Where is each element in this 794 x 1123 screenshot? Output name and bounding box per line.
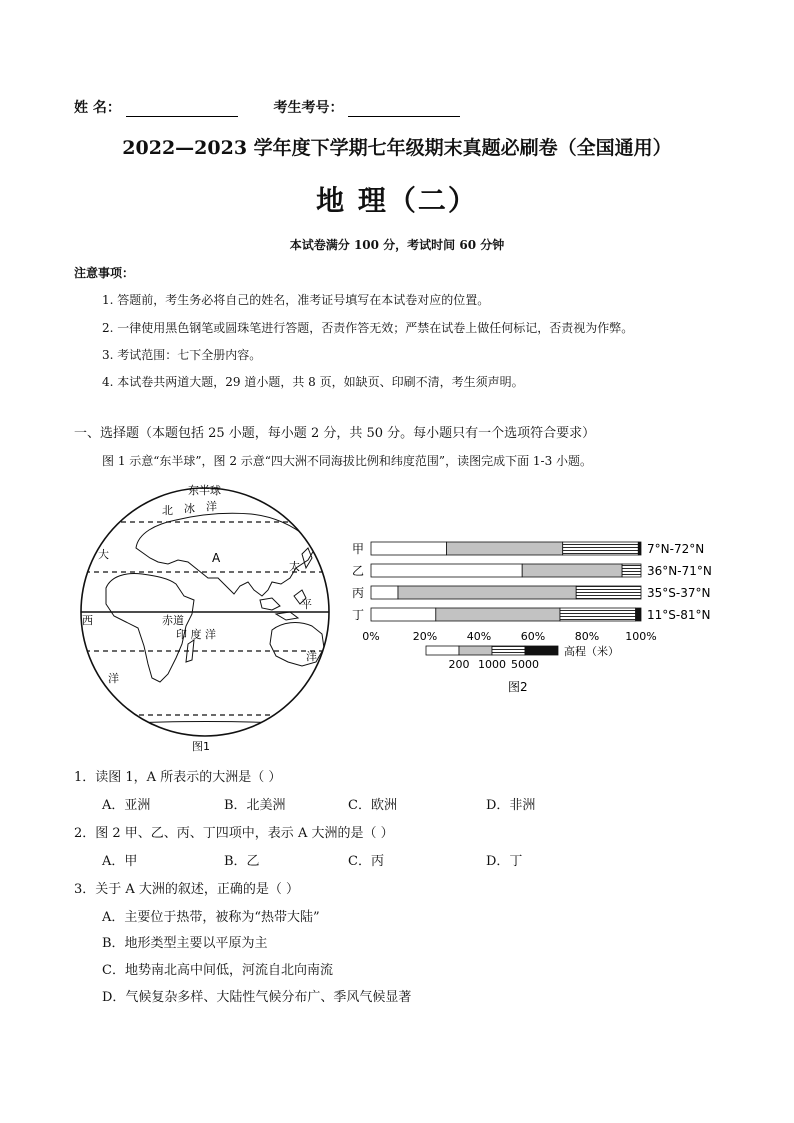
bar-segment bbox=[436, 608, 560, 621]
bar-segment bbox=[560, 608, 636, 621]
q2-option-b[interactable]: B．乙 bbox=[224, 854, 260, 869]
q3-option-c[interactable]: C．地势南北高中间低，河流自北向南流 bbox=[102, 963, 333, 978]
q1-option-d[interactable]: D．非洲 bbox=[486, 798, 536, 813]
q2-option-d[interactable]: D．丁 bbox=[486, 854, 523, 869]
legend-unit: 高程（米） bbox=[564, 645, 619, 658]
section-heading: 一、选择题（本题包括 25 小题，每小题 2 分，共 50 分。每小题只有一个选项符合要求） bbox=[74, 426, 596, 441]
q1-option-c[interactable]: C．欧洲 bbox=[348, 798, 397, 813]
section-intro: 图 1 示意“东半球”，图 2 示意“四大洲不同海拔比例和纬度范围”，读图完成下面 1-3 小题。 bbox=[102, 454, 593, 468]
score-info: 本试卷满分 100 分，考试时间 60 分钟 bbox=[289, 238, 505, 252]
svg-text:大: 大 bbox=[98, 548, 109, 561]
bar-segment bbox=[398, 586, 576, 599]
x-tick-label: 100% bbox=[625, 630, 657, 643]
x-tick-label: 80% bbox=[574, 630, 600, 643]
continent-a-label: A bbox=[212, 551, 221, 565]
q3-option-b[interactable]: B．地形类型主要以平原为主 bbox=[102, 936, 268, 951]
figure1-caption: 图1 bbox=[192, 740, 210, 753]
legend-value-label: 5000 bbox=[511, 658, 539, 671]
notes-item: 1. 答题前，考生务必将自己的姓名，准考证号填写在本试卷对应的位置。 bbox=[102, 293, 490, 307]
category-label: 丁 bbox=[352, 608, 365, 622]
q3-option-a[interactable]: A．主要位于热带，被称为“热带大陆” bbox=[102, 910, 320, 925]
equator-label: 赤道 bbox=[162, 614, 184, 627]
q1-option-a[interactable]: A．亚洲 bbox=[102, 798, 151, 813]
bar-segment bbox=[638, 542, 641, 555]
bar-segment bbox=[371, 564, 522, 577]
q1-option-b[interactable]: B．北美洲 bbox=[224, 798, 286, 813]
latitude-range-label: 36°N-71°N bbox=[647, 564, 712, 578]
legend-value-label: 200 bbox=[448, 658, 470, 671]
svg-text:洋: 洋 bbox=[306, 650, 317, 663]
subject-title: 地 理（二） bbox=[316, 184, 478, 217]
legend-swatch bbox=[426, 646, 459, 655]
bar-segment bbox=[371, 542, 447, 555]
legend-value-label: 1000 bbox=[478, 658, 506, 671]
svg-text:洋: 洋 bbox=[206, 500, 217, 513]
x-tick-label: 60% bbox=[520, 630, 546, 643]
legend-swatch bbox=[525, 646, 558, 655]
q2-option-c[interactable]: C．丙 bbox=[348, 854, 384, 869]
id-blank[interactable] bbox=[348, 100, 460, 117]
notes-item: 3. 考试范围：七下全册内容。 bbox=[102, 348, 262, 362]
svg-text:平: 平 bbox=[301, 598, 312, 611]
latitude-range-label: 11°S-81°N bbox=[647, 608, 711, 622]
x-tick-label: 0% bbox=[362, 630, 380, 643]
q2-option-a[interactable]: A．甲 bbox=[102, 854, 138, 869]
figure2-caption: 图2 bbox=[508, 680, 528, 694]
q3-option-d[interactable]: D．气候复杂多样、大陆性气候分布广、季风气候显著 bbox=[102, 990, 412, 1005]
latitude-range-label: 7°N-72°N bbox=[647, 542, 705, 556]
svg-text:北: 北 bbox=[162, 504, 173, 517]
legend-swatch bbox=[492, 646, 525, 655]
bar-segment bbox=[447, 542, 563, 555]
question-2-stem: 2．图 2 甲、乙、丙、丁四项中，表示 A 大洲的是（ ） bbox=[74, 826, 394, 841]
notes-item: 4. 本试卷共两道大题，29 道小题，共 8 页，如缺页、印刷不清，考生须声明。 bbox=[102, 375, 524, 389]
exam-title: 2022—2023 学年度下学期七年级期末真题必刷卷（全国通用） bbox=[122, 137, 672, 159]
category-label: 乙 bbox=[352, 564, 365, 578]
category-label: 丙 bbox=[352, 586, 365, 600]
bar-segment bbox=[622, 564, 641, 577]
bar-segment bbox=[371, 586, 398, 599]
figure2-chart bbox=[340, 528, 720, 698]
figure1-globe bbox=[76, 478, 336, 758]
latitude-range-label: 35°S-37°N bbox=[647, 586, 711, 600]
legend-swatch bbox=[459, 646, 492, 655]
svg-text:西: 西 bbox=[82, 614, 93, 627]
id-label: 考生考号： bbox=[273, 100, 344, 116]
name-blank[interactable] bbox=[126, 100, 238, 117]
question-1-stem: 1．读图 1，A 所表示的大洲是（ ） bbox=[74, 770, 282, 785]
svg-text:太: 太 bbox=[289, 560, 300, 573]
notes-item: 2. 一律使用黑色钢笔或圆珠笔进行答题，否责作答无效；严禁在试卷上做任何标记，否责视为作弊。 bbox=[102, 321, 634, 335]
notes-heading: 注意事项： bbox=[74, 266, 135, 280]
bar-segment bbox=[563, 542, 639, 555]
name-label: 姓 名： bbox=[74, 100, 121, 116]
x-tick-label: 20% bbox=[412, 630, 438, 643]
svg-text:印 度 洋: 印 度 洋 bbox=[176, 628, 216, 641]
bar-segment bbox=[636, 608, 641, 621]
category-label: 甲 bbox=[352, 542, 365, 556]
question-3-stem: 3．关于 A 大洲的叙述，正确的是（ ） bbox=[74, 882, 300, 897]
svg-text:洋: 洋 bbox=[108, 672, 119, 685]
name-row bbox=[74, 97, 460, 117]
bar-segment bbox=[576, 586, 641, 599]
x-tick-label: 40% bbox=[466, 630, 492, 643]
globe-title: 东半球 bbox=[188, 484, 221, 497]
svg-text:冰: 冰 bbox=[184, 502, 195, 515]
bar-segment bbox=[371, 608, 436, 621]
bar-segment bbox=[522, 564, 622, 577]
